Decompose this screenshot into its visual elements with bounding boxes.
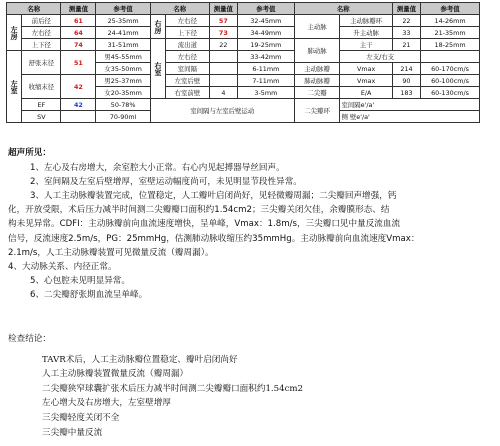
conclusion-line: 三尖瓣轻度关闭不全 [42, 412, 120, 423]
table-cell [61, 111, 96, 123]
table-cell: EF [22, 99, 61, 111]
table-cell: 左支/右支 [340, 51, 421, 63]
header-cell: 名称 [150, 3, 209, 15]
header-cell: 名称 [7, 3, 61, 15]
table-cell: 升主动脉 [340, 27, 392, 39]
table-cell: 主动脉 [294, 15, 340, 39]
table-cell: 左右径 [166, 15, 210, 27]
header-cell: 测量值 [392, 3, 420, 15]
table-row [7, 99, 480, 111]
mv-annulus-label: 二尖瓣环 [294, 99, 340, 123]
finding-line: 信号，反流速度2.5m/s，PG：25mmHg，估测肺动脉收缩压约35mmHg。主动脉瓣前向血流速度Vmax： [8, 233, 420, 244]
table-cell: 左右径 [166, 51, 210, 63]
conclusion-line: 二尖瓣狭窄球囊扩张术后压力减半时间测二尖瓣瓣口面积约1.54cm2 [42, 383, 304, 394]
table-cell: 73 [209, 27, 237, 39]
table-cell: 57 [209, 15, 237, 27]
table-cell: 女20-35mm [96, 87, 150, 99]
table-cell: 32-45mm [238, 15, 295, 27]
table-cell: 收缩末径 [22, 75, 61, 99]
table-cell: 33 [392, 27, 420, 39]
septal-motion-cell: 室间隔与左室后壁运动 [150, 99, 294, 123]
table-cell: 183 [392, 87, 420, 99]
conclusion-heading: 检查结论： [8, 334, 51, 344]
table-cell: 33-42mm [238, 51, 295, 63]
findings-heading: 超声所见： [8, 148, 51, 158]
table-cell: 19-25mm [238, 39, 295, 51]
finding-line: 6、二尖瓣舒张期血流呈单峰。 [30, 289, 148, 300]
table-cell: 60-100cm/s [421, 75, 480, 87]
table-cell [209, 51, 237, 63]
table-cell: 肺动脉 [294, 39, 340, 63]
table-cell: 64 [61, 27, 96, 39]
table-cell: 主干 [340, 39, 392, 51]
table-cell: 14-26mm [421, 15, 480, 27]
table-cell: 22 [392, 15, 420, 27]
table-cell: 女35-50mm [96, 63, 150, 75]
finding-line: 化，开放受限，术后压力减半时间测二尖瓣瓣口面积约1.54cm2；三尖瓣关闭欠佳，余瓣膜形态、结 [8, 205, 390, 216]
group-label: 左房 [7, 15, 22, 51]
table-cell: 51 [61, 51, 96, 75]
finding-line: 2、室间隔及左室后壁增厚，室壁运动幅度尚可，未见明显节段性异常。 [30, 177, 302, 188]
table-cell: 74 [61, 39, 96, 51]
finding-line: 2.1m/s，人工主动脉瓣装置可见微量反流（瓣周漏）。 [8, 247, 214, 258]
table-cell [209, 75, 237, 87]
conclusion-line: TAVR术后，人工主动脉瓣位置稳定、瓣叶启闭尚好 [42, 354, 238, 365]
table-cell: 31-51mm [96, 39, 150, 51]
conclusion-line: 左心增大及右房增大，左室壁增厚 [42, 398, 171, 409]
group-label: 右室 [150, 39, 165, 99]
group-label: 右房 [150, 15, 165, 39]
table-cell: 二尖瓣 [294, 87, 340, 99]
table-row [7, 51, 480, 63]
header-cell: 名称 [294, 3, 392, 15]
table-cell [421, 51, 480, 63]
table-cell: 21 [392, 39, 420, 51]
table-cell: E/A [340, 87, 392, 99]
finding-line: 5、心包腔未见明显异常。 [30, 275, 130, 286]
table-cell: 3-5mm [238, 87, 295, 99]
table-cell: 室间隔 [166, 63, 210, 75]
table-cell: 肺动脉瓣 [294, 75, 340, 87]
table-cell: 90 [392, 75, 420, 87]
conclusion-line: 人工主动脉瓣装置微量反流（瓣周漏） [42, 369, 189, 380]
table-row [7, 75, 480, 87]
table-cell: 24-41mm [96, 27, 150, 39]
table-cell: 左室后壁 [166, 75, 210, 87]
table-cell: 7-11mm [238, 75, 295, 87]
table-cell: 上下径 [166, 27, 210, 39]
table-cell: Vmax [340, 75, 392, 87]
table-cell: 左右径 [22, 27, 61, 39]
finding-line: 1、左心及右房增大，余室腔大小正常。右心内见起搏器导丝回声。 [30, 163, 285, 174]
table-cell: 21-35mm [421, 27, 480, 39]
table-cell: 61 [61, 15, 96, 27]
table-cell: 42 [61, 99, 96, 111]
table-cell: 50-78% [96, 99, 150, 111]
table-cell: 流出道 [166, 39, 210, 51]
findings-section [8, 146, 496, 302]
table-cell: 60-170cm/s [421, 63, 480, 75]
table-cell: 42 [61, 75, 96, 99]
table-cell: 18-25mm [421, 39, 480, 51]
table-cell: Vmax [340, 63, 392, 75]
table-cell: 男45-55mm [96, 51, 150, 63]
table-cell: 60-130cm/s [421, 87, 480, 99]
header-cell: 参考值 [238, 3, 295, 15]
septal-e-cell: 室间隔e'/a' [340, 99, 480, 111]
table-cell: 22 [209, 39, 237, 51]
finding-line: 构未见异常。CDFI：主动脉瓣前向血流速度增快，呈单峰，Vmax：1.8m/s，三尖瓣口见中量反流血流 [8, 219, 401, 230]
header-cell: 测量值 [209, 3, 237, 15]
conclusion-line: 三尖瓣中量反流 [42, 427, 103, 438]
table-cell [209, 63, 237, 75]
table-cell: SV [22, 111, 61, 123]
header-cell: 参考值 [421, 3, 480, 15]
table-cell: 男25-37mm [96, 75, 150, 87]
header-cell: 测量值 [61, 3, 96, 15]
table-cell: 前后径 [22, 15, 61, 27]
table-cell: 右室前壁 [166, 87, 210, 99]
table-cell: 主动脉瓣 [294, 63, 340, 75]
table-row [7, 15, 480, 27]
table-cell: 上下径 [22, 39, 61, 51]
header-cell: 参考值 [96, 3, 150, 15]
table-cell: 214 [392, 63, 420, 75]
finding-line: 3、人工主动脉瓣装置完成，位置稳定，人工瓣叶启闭尚好，见轻微瓣周漏；二尖瓣回声增强，钙 [30, 191, 397, 202]
table-cell: 4 [209, 87, 237, 99]
table-cell: 舒张末径 [22, 51, 61, 75]
finding-line: 4、大动脉关系、内径正常。 [8, 261, 117, 272]
table-cell: 25-35mm [96, 15, 150, 27]
group-label: 左室 [7, 51, 22, 123]
conclusion-section [8, 332, 488, 440]
table-cell: 主动脉瓣环 [340, 15, 392, 27]
table-header-row [7, 3, 480, 15]
table-row [7, 27, 480, 39]
lateral-e-cell: 侧 壁e'/a' [340, 111, 480, 123]
table-cell: 34-49mm [238, 27, 295, 39]
table-cell: 6-11mm [238, 63, 295, 75]
table-cell: 70-90ml [96, 111, 150, 123]
measurement-table [6, 2, 480, 123]
table-row [7, 39, 480, 51]
